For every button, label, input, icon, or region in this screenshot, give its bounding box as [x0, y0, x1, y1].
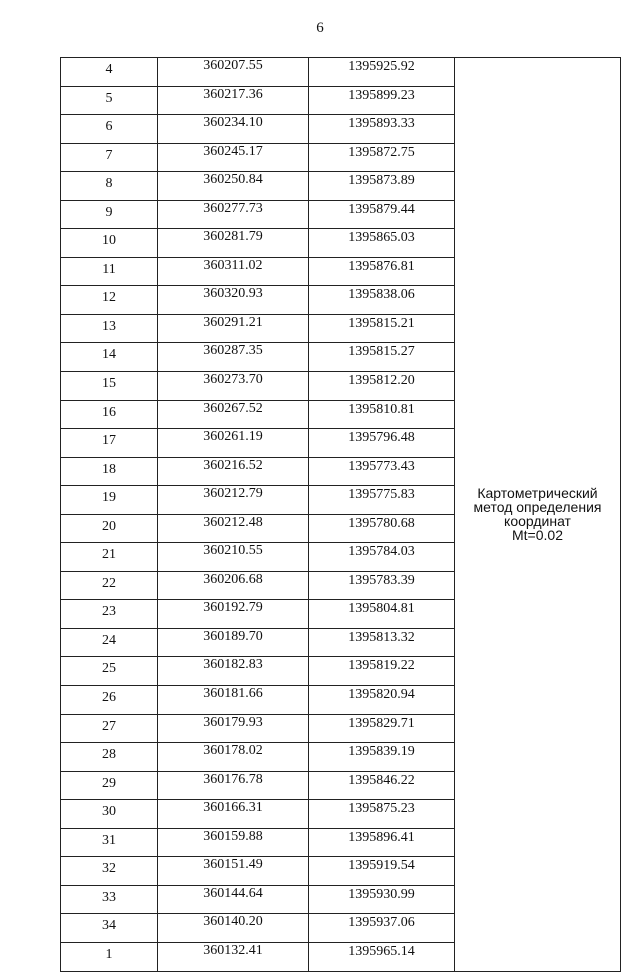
- point-number-cell: 24: [61, 628, 158, 657]
- x-coordinate-cell: 360140.20: [158, 914, 309, 943]
- x-coordinate-cell: 360212.79: [158, 486, 309, 515]
- x-coordinate-cell: 360281.79: [158, 229, 309, 258]
- x-coordinate-cell: 360179.93: [158, 714, 309, 743]
- y-coordinate-cell: 1395775.83: [309, 486, 455, 515]
- point-number-cell: 26: [61, 686, 158, 715]
- y-coordinate-cell: 1395819.22: [309, 657, 455, 686]
- y-coordinate-cell: 1395865.03: [309, 229, 455, 258]
- point-number-cell: 11: [61, 257, 158, 286]
- x-coordinate-cell: 360287.35: [158, 343, 309, 372]
- point-number-cell: 34: [61, 914, 158, 943]
- page-number: 6: [316, 20, 324, 36]
- point-number-cell: 15: [61, 372, 158, 401]
- point-number-cell: 10: [61, 229, 158, 258]
- x-coordinate-cell: 360210.55: [158, 543, 309, 572]
- x-coordinate-cell: 360192.79: [158, 600, 309, 629]
- point-number-cell: 16: [61, 400, 158, 429]
- point-number-cell: 28: [61, 743, 158, 772]
- point-number-cell: 27: [61, 714, 158, 743]
- coordinates-table-body: [61, 58, 621, 972]
- x-coordinate-cell: 360245.17: [158, 143, 309, 172]
- y-coordinate-cell: 1395899.23: [309, 86, 455, 115]
- y-coordinate-cell: 1395925.92: [309, 58, 455, 87]
- point-number-cell: 31: [61, 828, 158, 857]
- y-coordinate-cell: 1395876.81: [309, 257, 455, 286]
- point-number-cell: 23: [61, 600, 158, 629]
- y-coordinate-cell: 1395813.32: [309, 628, 455, 657]
- point-number-cell: 25: [61, 657, 158, 686]
- point-number-cell: 9: [61, 200, 158, 229]
- x-coordinate-cell: 360291.21: [158, 314, 309, 343]
- method-note-line1: Картометрический: [477, 485, 598, 502]
- x-coordinate-cell: 360159.88: [158, 828, 309, 857]
- method-note-line3: координат: [504, 513, 571, 530]
- y-coordinate-cell: 1395783.39: [309, 571, 455, 600]
- x-coordinate-cell: 360189.70: [158, 628, 309, 657]
- y-coordinate-cell: 1395879.44: [309, 200, 455, 229]
- y-coordinate-cell: 1395846.22: [309, 771, 455, 800]
- point-number-cell: 19: [61, 486, 158, 515]
- y-coordinate-cell: 1395815.27: [309, 343, 455, 372]
- x-coordinate-cell: 360217.36: [158, 86, 309, 115]
- method-note-line4: Mt=0.02: [512, 527, 563, 544]
- y-coordinate-cell: 1395820.94: [309, 686, 455, 715]
- y-coordinate-cell: 1395838.06: [309, 286, 455, 315]
- x-coordinate-cell: 360261.19: [158, 429, 309, 458]
- point-number-cell: 7: [61, 143, 158, 172]
- point-number-cell: 33: [61, 885, 158, 914]
- point-number-cell: 5: [61, 86, 158, 115]
- coordinates-table: [60, 57, 621, 972]
- x-coordinate-cell: 360250.84: [158, 172, 309, 201]
- y-coordinate-cell: 1395965.14: [309, 942, 455, 971]
- point-number-cell: 12: [61, 286, 158, 315]
- x-coordinate-cell: 360216.52: [158, 457, 309, 486]
- y-coordinate-cell: 1395896.41: [309, 828, 455, 857]
- x-coordinate-cell: 360166.31: [158, 800, 309, 829]
- x-coordinate-cell: 360311.02: [158, 257, 309, 286]
- y-coordinate-cell: 1395812.20: [309, 372, 455, 401]
- x-coordinate-cell: 360320.93: [158, 286, 309, 315]
- y-coordinate-cell: 1395930.99: [309, 885, 455, 914]
- point-number-cell: 8: [61, 172, 158, 201]
- point-number-cell: 22: [61, 571, 158, 600]
- y-coordinate-cell: 1395810.81: [309, 400, 455, 429]
- y-coordinate-cell: 1395919.54: [309, 857, 455, 886]
- y-coordinate-cell: 1395784.03: [309, 543, 455, 572]
- y-coordinate-cell: 1395804.81: [309, 600, 455, 629]
- x-coordinate-cell: 360144.64: [158, 885, 309, 914]
- method-note-line2: метод определения: [473, 499, 602, 516]
- point-number-cell: 6: [61, 115, 158, 144]
- point-number-cell: 13: [61, 314, 158, 343]
- point-number-cell: 32: [61, 857, 158, 886]
- x-coordinate-cell: 360176.78: [158, 771, 309, 800]
- y-coordinate-cell: 1395815.21: [309, 314, 455, 343]
- y-coordinate-cell: 1395873.89: [309, 172, 455, 201]
- x-coordinate-cell: 360267.52: [158, 400, 309, 429]
- point-number-cell: 17: [61, 429, 158, 458]
- point-number-cell: 21: [61, 543, 158, 572]
- x-coordinate-cell: 360206.68: [158, 571, 309, 600]
- point-number-cell: 4: [61, 58, 158, 87]
- y-coordinate-cell: 1395893.33: [309, 115, 455, 144]
- y-coordinate-cell: 1395872.75: [309, 143, 455, 172]
- y-coordinate-cell: 1395796.48: [309, 429, 455, 458]
- x-coordinate-cell: 360207.55: [158, 58, 309, 87]
- x-coordinate-cell: 360181.66: [158, 686, 309, 715]
- y-coordinate-cell: 1395829.71: [309, 714, 455, 743]
- method-note-cell: [455, 58, 621, 972]
- x-coordinate-cell: 360273.70: [158, 372, 309, 401]
- y-coordinate-cell: 1395780.68: [309, 514, 455, 543]
- point-number-cell: 29: [61, 771, 158, 800]
- point-number-cell: 18: [61, 457, 158, 486]
- y-coordinate-cell: 1395937.06: [309, 914, 455, 943]
- x-coordinate-cell: 360182.83: [158, 657, 309, 686]
- x-coordinate-cell: 360151.49: [158, 857, 309, 886]
- x-coordinate-cell: 360132.41: [158, 942, 309, 971]
- point-number-cell: 30: [61, 800, 158, 829]
- x-coordinate-cell: 360178.02: [158, 743, 309, 772]
- x-coordinate-cell: 360277.73: [158, 200, 309, 229]
- point-number-cell: 20: [61, 514, 158, 543]
- x-coordinate-cell: 360234.10: [158, 115, 309, 144]
- x-coordinate-cell: 360212.48: [158, 514, 309, 543]
- y-coordinate-cell: 1395773.43: [309, 457, 455, 486]
- point-number-cell: 1: [61, 942, 158, 971]
- y-coordinate-cell: 1395839.19: [309, 743, 455, 772]
- y-coordinate-cell: 1395875.23: [309, 800, 455, 829]
- point-number-cell: 14: [61, 343, 158, 372]
- table-row: [61, 58, 621, 87]
